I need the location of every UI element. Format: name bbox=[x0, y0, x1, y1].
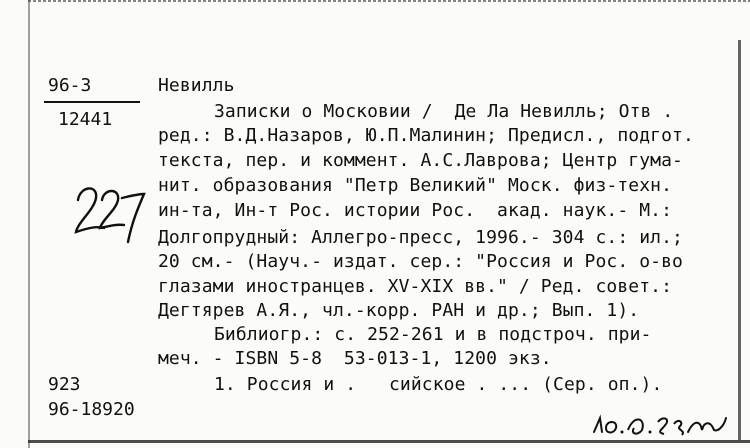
card-top-edge bbox=[28, 0, 750, 2]
shelf-mark-rule bbox=[44, 101, 140, 103]
inventory-number: 12441 bbox=[58, 109, 113, 130]
body-line-1: Записки о Московии / Де Ла Невилль; Отв . bbox=[214, 101, 674, 122]
body-line-7: 20 см.- (Науч.- издат. сер.: "Россия и Рос. о-во bbox=[158, 251, 683, 272]
handwritten-mark bbox=[72, 178, 152, 248]
card-left-edge bbox=[28, 0, 30, 448]
handwritten-date bbox=[590, 408, 730, 440]
card-bottom-edge bbox=[28, 440, 750, 443]
class-number: 923 bbox=[48, 374, 81, 395]
body-line-5: ин-та, Ин-т Рос. истории Рос. акад. наук.- М.: bbox=[158, 200, 673, 221]
body-line-6: Долгопрудный: Аллегро-пресс, 1996.- 304 с.: ил.; bbox=[158, 227, 683, 248]
body-line-11: меч. - ISBN 5-8 53-013-1, 1200 экз. bbox=[158, 348, 552, 369]
body-line-12: 1. Россия и . сийское . ... (Сер. оп.). bbox=[214, 374, 663, 395]
body-line-4: нит. образования "Петр Великий" Моск. физ-техн. bbox=[158, 175, 673, 196]
body-line-8: глазами иностранцев. XV-XIX вв." / Ред. совет.: bbox=[158, 276, 673, 297]
body-line-3: текста, пер. и коммент. А.С.Лаврова; Центр гума- bbox=[158, 150, 683, 171]
card-right-edge bbox=[738, 40, 741, 440]
body-line-2: ред.: В.Д.Назаров, Ю.П.Малинин; Предисл., подгот. bbox=[158, 125, 694, 146]
record-number: 96-18920 bbox=[48, 399, 135, 420]
body-line-10: Библиогр.: с. 252-261 и в подстроч. при- bbox=[214, 324, 652, 345]
shelf-mark: 96-3 bbox=[48, 75, 92, 96]
card-heading: Невилль bbox=[158, 75, 235, 96]
body-line-9: Дегтярев А.Я., чл.-корр. РАН и др.; Вып. 1). bbox=[158, 300, 640, 321]
